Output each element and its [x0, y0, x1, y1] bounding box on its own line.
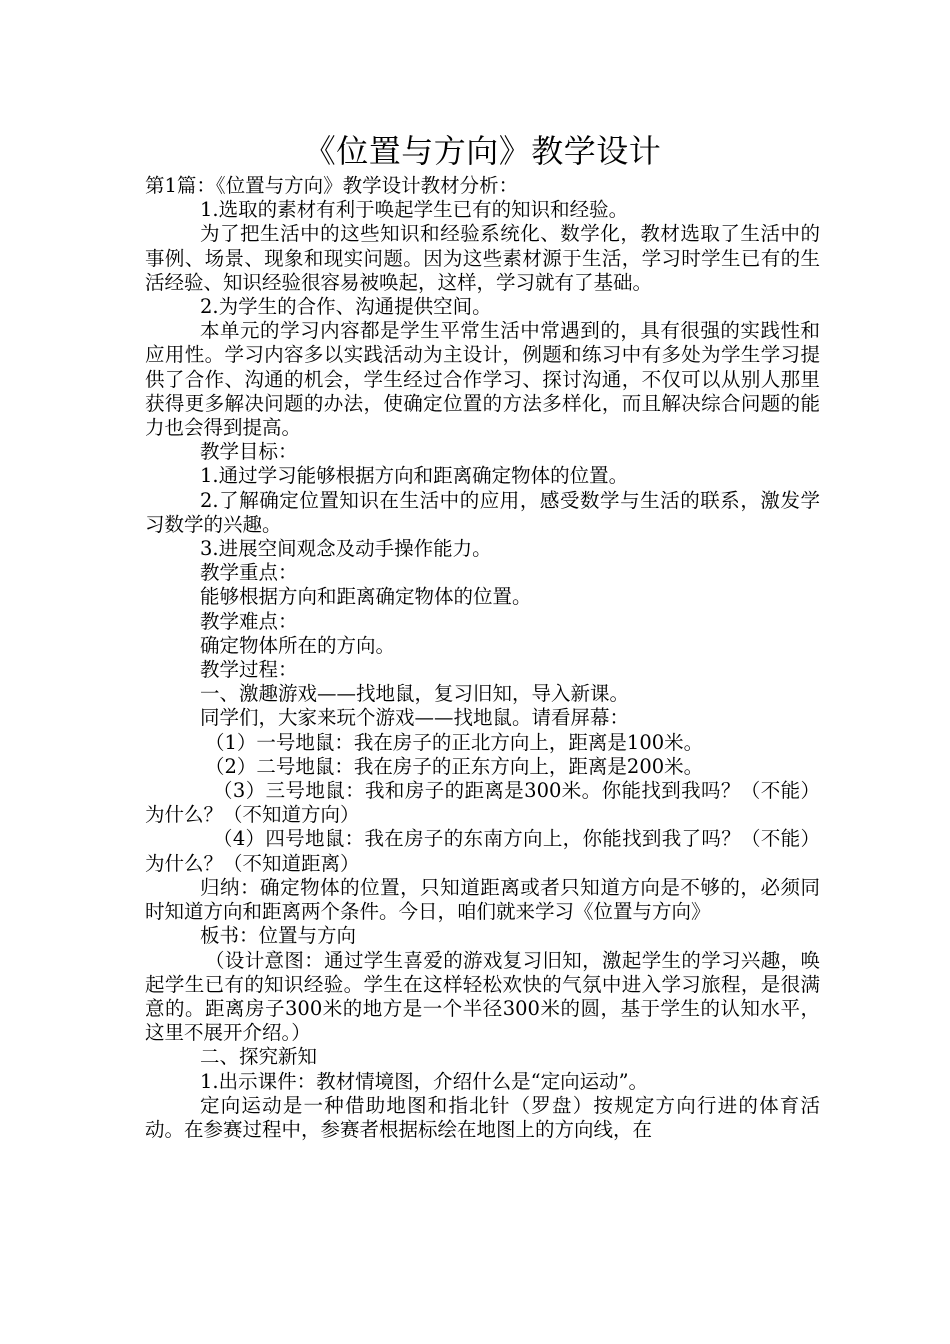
paragraph: 为了把生活中的这些知识和经验系统化、数学化，教材选取了生活中的事例、场景、现象和现实问题。因为这些素材源于生活，学习时学生已有的生活经验、知识经验很容易被唤起，这样，学习就有了基础。	[145, 222, 820, 294]
paragraph: 二、探究新知	[200, 1045, 318, 1069]
paragraph: 能够根据方向和距离确定物体的位置。	[200, 585, 532, 609]
list-item: （2）二号地鼠：我在房子的正东方向上，距离是200米。	[205, 754, 704, 778]
list-item: （3）三号地鼠：我和房子的距离是300米。你能找到我吗？（不能）为什么？（不知道方向）	[145, 779, 820, 827]
paragraph: 同学们，大家来玩个游戏——找地鼠。请看屏幕：	[200, 706, 630, 730]
section-heading: 第1篇：《位置与方向》教学设计教材分析：	[145, 174, 519, 197]
paragraph: （设计意图：通过学生喜爱的游戏复习旧知，激起学生的学习兴趣，唤起学生已有的知识经验。学生在这样轻松欢快的气氛中进入学习旅程，是很满意的。距离房子300米的地方是一个半径300米的圆，基于学生的认知水平，这里不展开介绍。）	[145, 948, 820, 1045]
paragraph: 教学过程：	[200, 658, 298, 682]
document-page	[145, 128, 820, 1142]
paragraph: 1.选取的素材有利于唤起学生已有的知识和经验。	[200, 198, 629, 222]
paragraph: 1.通过学习能够根据方向和距离确定物体的位置。	[200, 464, 629, 488]
paragraph: 2.为学生的合作、沟通提供空间。	[200, 295, 492, 319]
list-item: （4）四号地鼠：我在房子的东南方向上，你能找到我了吗？（不能）为什么？（不知道距离）	[145, 827, 820, 875]
paragraph: 本单元的学习内容都是学生平常生活中常遇到的，具有很强的实践性和应用性。学习内容多以实践活动为主设计，例题和练习中有多处为学生学习提供了合作、沟通的机会，学生经过合作学习、探讨沟通，不仅可以从别人那里获得更多解决问题的办法，使确定位置的方法多样化，而且解决综合问题的能力也会得到提高。	[145, 319, 820, 440]
paragraph: 2.了解确定位置知识在生活中的应用，感受数学与生活的联系，激发学习数学的兴趣。	[145, 488, 820, 536]
paragraph: 教学目标：	[200, 440, 298, 464]
paragraph: 教学难点：	[200, 609, 298, 633]
paragraph: 教学重点：	[200, 561, 298, 585]
paragraph: 1.出示课件：教材情境图，介绍什么是“定向运动”。	[200, 1069, 649, 1093]
document-title: 《位置与方向》教学设计	[303, 132, 662, 170]
paragraph: 定向运动是一种借助地图和指北针（罗盘）按规定方向行进的体育活动。在参赛过程中，参赛者根据标绘在地图上的方向线，在	[145, 1093, 820, 1141]
paragraph: 确定物体所在的方向。	[200, 633, 396, 657]
paragraph: 3.进展空间观念及动手操作能力。	[200, 537, 492, 561]
list-item: （1）一号地鼠：我在房子的正北方向上，距离是100米。	[205, 730, 704, 754]
paragraph: 板书：位置与方向	[200, 924, 357, 948]
paragraph: 一、激趣游戏——找地鼠，复习旧知，导入新课。	[200, 682, 630, 706]
paragraph: 归纳：确定物体的位置，只知道距离或者只知道方向是不够的，必须同时知道方向和距离两个条件。今日，咱们就来学习《位置与方向》	[145, 875, 820, 924]
